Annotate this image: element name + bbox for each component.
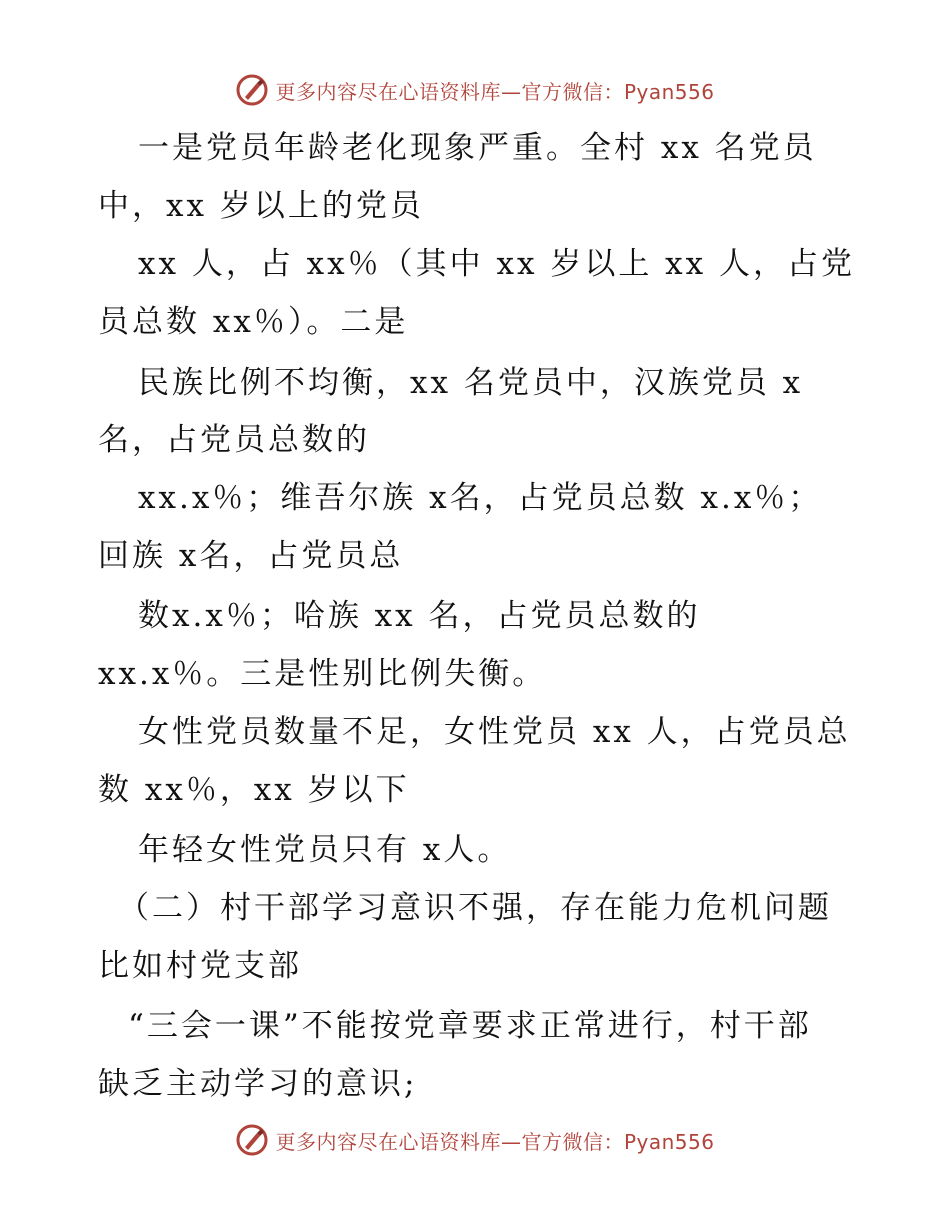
footer-banner xyxy=(0,1120,950,1160)
body-line-11: 女性党员数量不足，女性党员 xx 人，占党员总 xyxy=(138,714,851,750)
body-line-8: 回族 x名，占党员总 xyxy=(98,538,404,574)
body-line-6: 名，占党员总数的 xyxy=(98,422,370,458)
header-banner-text: 更多内容尽在心语资料库—官方微信：Pyan556 xyxy=(275,79,715,104)
body-line-3: xx 人，占 xx％（其中 xx 岁以上 xx 人，占党 xyxy=(138,246,855,282)
body-line-15: 比如村党支部 xyxy=(98,948,302,984)
body-line-5: 民族比例不均衡，xx 名党员中，汉族党员 x xyxy=(138,365,804,401)
body-line-2: 中，xx 岁以上的党员 xyxy=(98,188,424,224)
footer-banner-text: 更多内容尽在心语资料库—官方微信：Pyan556 xyxy=(275,1129,715,1154)
body-line-17: 缺乏主动学习的意识; xyxy=(98,1066,418,1102)
body-line-16: “三会一课”不能按党章要求正常进行，村干部 xyxy=(128,1008,812,1044)
body-line-12: 数 xx％，xx 岁以下 xyxy=(98,772,410,808)
body-line-1: 一是党员年龄老化现象严重。全村 xx 名党员 xyxy=(138,130,817,166)
body-line-13: 年轻女性党员只有 x人。 xyxy=(138,832,512,868)
body-line-7: xx.x％；维吾尔族 x名，占党员总数 x.x％； xyxy=(138,480,823,516)
footer-banner-inner xyxy=(235,1123,714,1157)
body-line-4: 员总数 xx％）。二是 xyxy=(98,304,409,340)
header-banner-inner xyxy=(235,73,714,107)
pen-seal-icon xyxy=(235,1123,269,1157)
header-banner xyxy=(0,70,950,110)
body-line-14: （二）村干部学习意识不强，存在能力危机问题 xyxy=(118,890,832,926)
pen-seal-icon xyxy=(235,73,269,107)
body-line-9: 数x.x％；哈族 xx 名，占党员总数的 xyxy=(138,598,701,634)
body-line-10: xx.x％。三是性别比例失衡。 xyxy=(98,656,547,692)
